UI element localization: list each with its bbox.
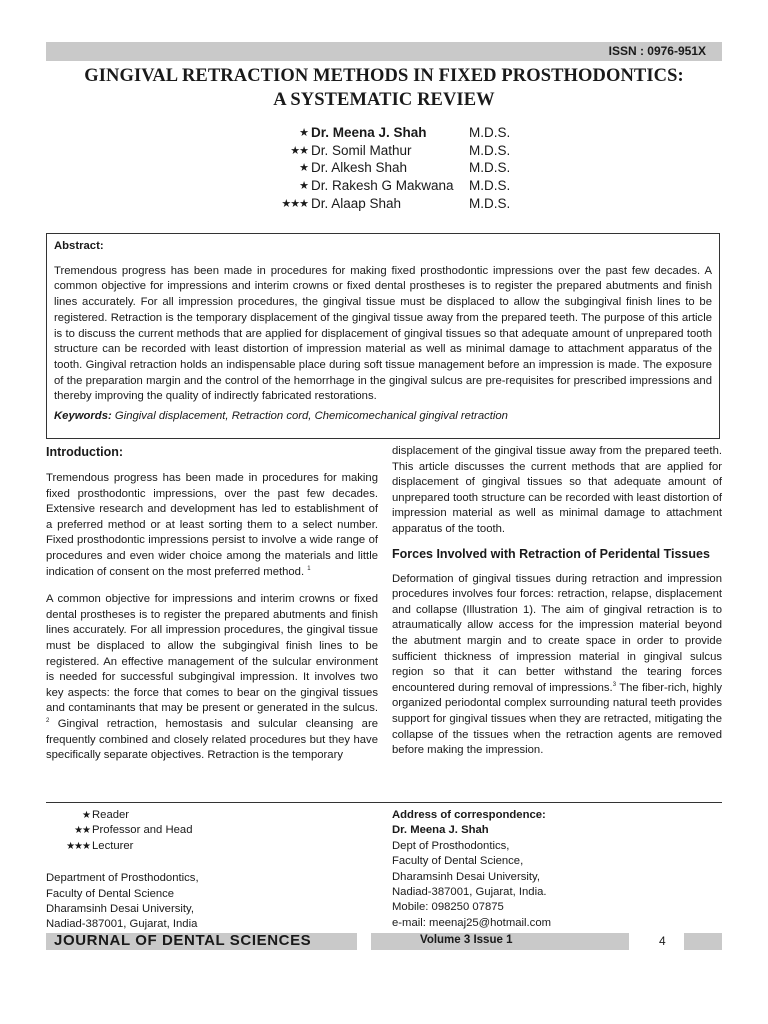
footer-bar (46, 933, 722, 950)
star-icon: ★★★ (66, 840, 90, 852)
right-column (392, 444, 722, 759)
paragraph-text: A common objective for impressions and interim crowns or fixed dental prostheses is to register the prepared abutments and finish lines accurately. For all impression procedures, the gingival tissue must be displaced to allow the subgingival finish lines to be registered. An effective management of the sulcular environment is needed for successful subgingival impression. It involves two key aspects: the force that comes to bear on the gingival tissues and contaminants that may be present or generated in the sulcus. (46, 593, 378, 715)
star-icon: ★★★ (281, 197, 308, 210)
title-line-1: GINGIVAL RETRACTION METHODS IN FIXED PROSTHODONTICS: (84, 66, 684, 86)
paragraph-text: Deformation of gingival tissues during retraction and impression procedures involves four forces: retraction, relapse, displacement and collapse (Illustration 1). The aim of gingival retraction is to atraumatically allow access for the impression material beyond the abutment margin and to create space in order to provide sufficient thickness of impression material in gingival sulcus region so that it can better withstand the tearing forces encountered during removal of impressions. (392, 572, 722, 694)
star-icon: ★ (299, 162, 308, 175)
journal-name: JOURNAL OF DENTAL SCIENCES (54, 932, 312, 949)
address-line: Department of Prosthodontics, (46, 872, 199, 885)
author-name: Dr. Meena J. Shah (311, 125, 427, 141)
section-heading-introduction: Introduction: (46, 445, 124, 459)
reference-mark: 2 (46, 718, 50, 725)
address-line: Faculty of Dental Science, (392, 855, 524, 868)
address-line: Faculty of Dental Science (46, 887, 175, 900)
paragraph (46, 592, 378, 764)
author-row (250, 194, 550, 212)
keywords (54, 409, 712, 425)
role-item (46, 839, 376, 854)
star-icon: ★★ (74, 825, 90, 837)
divider (46, 802, 722, 803)
role-label: Lecturer (92, 839, 134, 852)
author-list (250, 124, 550, 212)
reference-mark: 1 (307, 565, 311, 572)
author-degree: M.D.S. (469, 142, 511, 158)
author-name: Dr. Somil Mathur (311, 142, 412, 158)
issn-label: ISSN : 0976-951X (608, 44, 706, 58)
correspondence-heading: Address of correspondence: (392, 809, 546, 821)
paragraph (392, 572, 722, 759)
abstract-box (46, 233, 720, 439)
author-degree: M.D.S. (469, 125, 511, 141)
star-icon: ★★ (290, 144, 308, 157)
paragraph-text: The fiber-rich, highly organized periodontal complex surrounding natural teeth provides support for gingival tissues when they are retracted, mitigating the collapse of the tissues when the retraction agents are removed before making the impression. (392, 681, 722, 757)
keywords-text: Gingival displacement, Retraction cord, Chemicomechanical gingival retraction (114, 410, 508, 423)
author-degree: M.D.S. (469, 195, 511, 211)
star-icon: ★ (299, 180, 308, 193)
reference-mark: 3 (612, 681, 617, 688)
role-label: Professor and Head (92, 824, 193, 837)
address-line: Dept of Prosthodontics, (392, 839, 510, 852)
page-number: 4 (659, 934, 666, 948)
title-line-2: A SYSTEMATIC REVIEW (273, 90, 495, 110)
author-row (250, 177, 550, 195)
volume-issue: Volume 3 Issue 1 (420, 934, 513, 946)
author-degree: M.D.S. (469, 160, 511, 176)
article-title (46, 64, 722, 112)
star-icon: ★ (82, 810, 90, 821)
correspondence-address (392, 808, 722, 931)
affiliation-footnotes (46, 808, 376, 933)
star-icon: ★ (299, 127, 308, 140)
keywords-label: Keywords: (54, 410, 112, 423)
author-row (250, 124, 550, 142)
paragraph: displacement of the gingival tissue away from the prepared teeth. This article discusses the current methods that are applied for displacement of gingival tissues so that adequate amount of unprepared tooth structure can be recorded with least distortion of impression material as well as minimal damage to attachment apparatus of the tooth. (392, 445, 722, 535)
address-line: Nadiad-387001, Gujarat, India (46, 918, 198, 931)
abstract-heading: Abstract: (54, 240, 104, 252)
abstract-body: Tremendous progress has been made in procedures for making fixed prosthodontic impressions over the past few decades. A common objective for impressions and interim crowns or fixed dental prostheses is to register the prepared abutments and finish lines accurately. For all impression procedures, the gingival tissue must be displaced to allow the subgingival finish lines to be registered. Retraction is the temporary displacement of the gingival tissue away from the prepared teeth. The purpose of this article is to discuss the current methods that are applied for displacement of gingival tissues so that adequate amount of unprepared tooth structure can be recorded with least distortion of impression material as well as minimal damage to attachment apparatus of the tooth. Gingival retraction holds an indispensable place during soft tissue management before an impression is made. The exposure of the preparation margin and the control of the hemorrhage in the gingival sulcus are pre-requisites for prescribed impressions and thereby improving the quality of indirectly fabricated restorations. (54, 264, 712, 403)
department-address (46, 871, 376, 933)
mobile-line: Mobile: 098250 07875 (392, 901, 504, 914)
role-item (46, 823, 376, 838)
address-line: Nadiad-387001, Gujarat, India. (392, 886, 547, 899)
footer-bar-segment (684, 933, 722, 950)
paragraph-text: Gingival retraction, hemostasis and sulcular cleansing are frequently combined and closely related procedures but they have specifically separate objectives. Retraction is the temporary (46, 717, 379, 762)
author-degree: M.D.S. (469, 178, 511, 194)
left-column (46, 444, 378, 764)
issn-bar (46, 42, 722, 61)
author-row (250, 142, 550, 160)
author-name: Dr. Rakesh G Makwana (311, 178, 454, 194)
address-line: Dharamsinh Desai University, (392, 870, 540, 883)
author-row (250, 159, 550, 177)
author-name: Dr. Alaap Shah (311, 195, 402, 211)
email-line: e-mail: meenaj25@hotmail.com (392, 916, 552, 929)
section-heading-forces: Forces Involved with Retraction of Peridental Tissues (392, 546, 710, 561)
paragraph (46, 471, 378, 580)
address-line: Dharamsinh Desai University, (46, 903, 194, 916)
paragraph-text: Tremendous progress has been made in procedures for making fixed prosthodontic impressions, over the past few decades. Extensive research and development has led to establishment of a preferred method or at least sorting them to a select number. Fixed prosthodontic impressions persist to involve a wide range of procedures and even wider choice among the materials and little indication of consent on the most preferred method. (46, 472, 378, 578)
author-name: Dr. Alkesh Shah (311, 160, 408, 176)
role-item (46, 808, 376, 823)
correspondence-name: Dr. Meena J. Shah (392, 824, 489, 837)
role-label: Reader (92, 809, 130, 821)
